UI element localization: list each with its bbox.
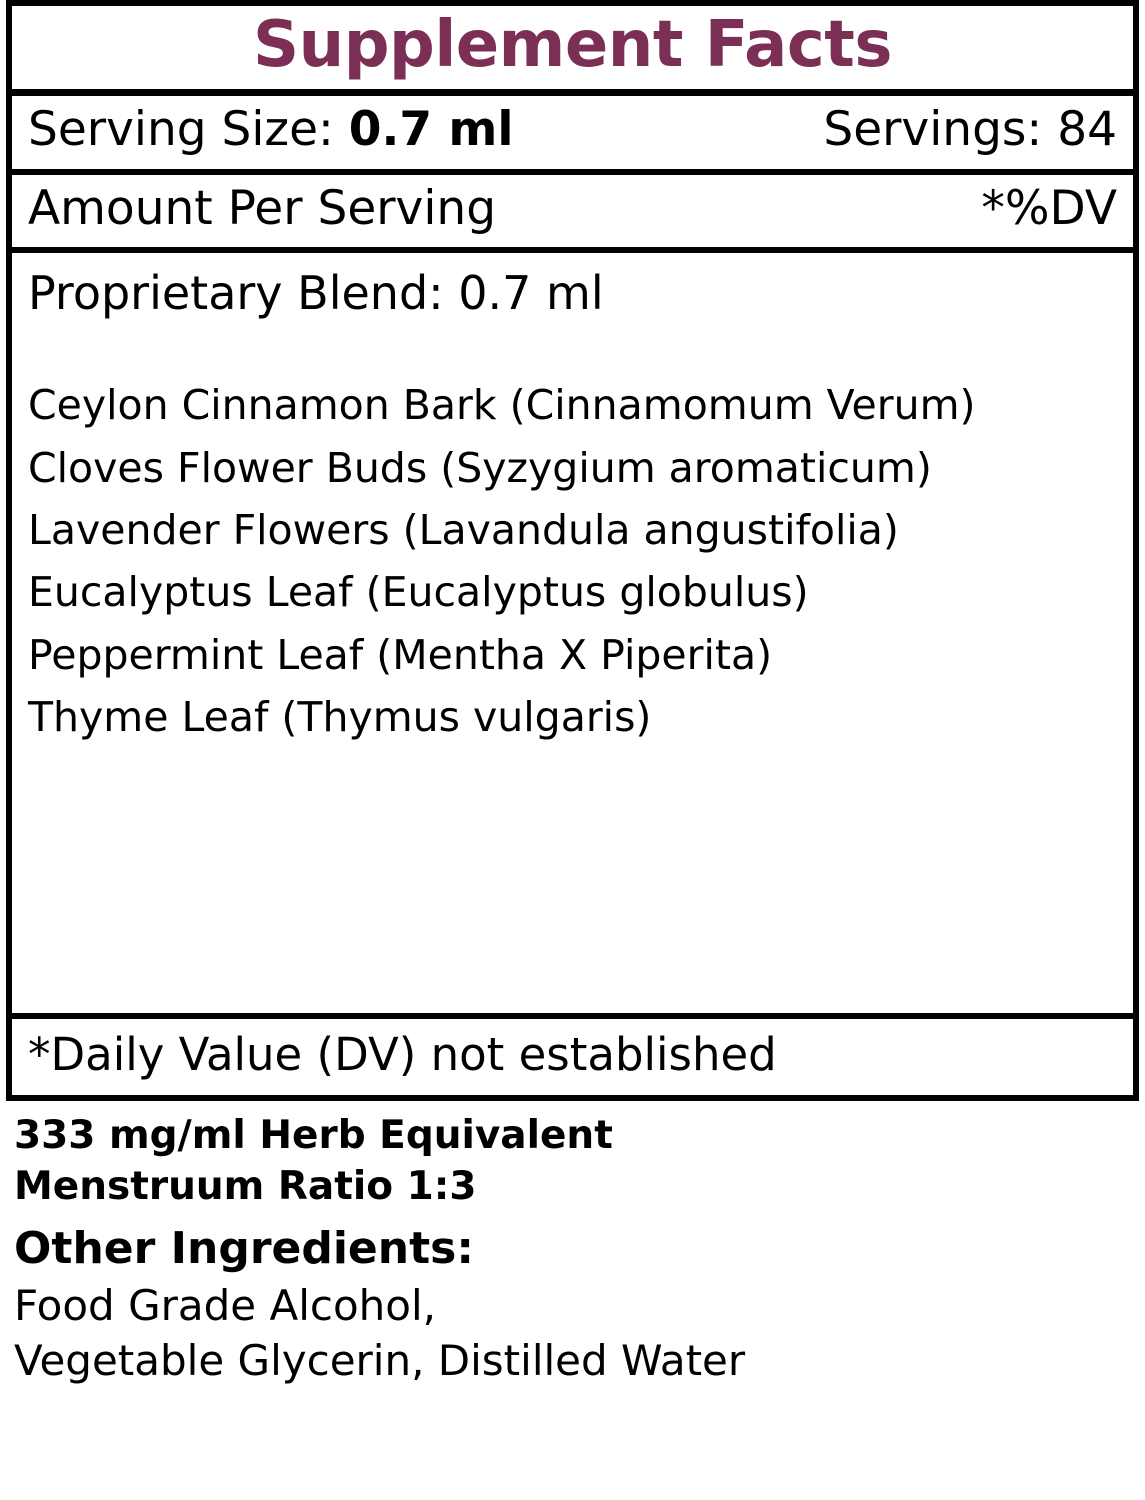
- servings-count: Servings: 84: [823, 102, 1117, 158]
- menstruum-ratio: Menstruum Ratio 1:3: [14, 1163, 477, 1209]
- divider-below-title: [12, 89, 1133, 96]
- daily-value-footnote: *Daily Value (DV) not established: [28, 1027, 777, 1081]
- herb-equivalent: 333 mg/ml Herb Equivalent: [14, 1113, 613, 1159]
- other-ingredients-line-2: Vegetable Glycerin, Distilled Water: [14, 1336, 746, 1386]
- ingredient-list: [28, 374, 1117, 748]
- list-item: Ceylon Cinnamon Bark (Cinnamomum Verum): [28, 381, 976, 430]
- serving-size-value: 0.7 ml: [348, 102, 514, 158]
- other-ingredients-line-1: Food Grade Alcohol,: [14, 1280, 436, 1330]
- list-item: Thyme Leaf (Thymus vulgaris): [28, 693, 652, 742]
- serving-size-label: Serving Size:: [28, 102, 334, 158]
- serving-size: [28, 102, 514, 158]
- serving-row: [12, 96, 1133, 168]
- daily-value-header: *%DV: [981, 180, 1117, 236]
- proprietary-blend-block: [12, 253, 1133, 1013]
- amount-per-serving-label: Amount Per Serving: [28, 180, 497, 236]
- proprietary-blend-title: Proprietary Blend: 0.7 ml: [28, 265, 604, 320]
- page-title: Supplement Facts: [253, 8, 892, 82]
- below-panel-text: [6, 1101, 1139, 1389]
- list-item: Peppermint Leaf (Mentha X Piperita): [28, 630, 773, 679]
- amount-per-serving-row: [12, 175, 1133, 247]
- list-item: Lavender Flowers (Lavandula angustifolia): [28, 506, 899, 555]
- list-item: Cloves Flower Buds (Syzygium aromaticum): [28, 443, 932, 492]
- supplement-facts-panel: [6, 0, 1139, 1101]
- panel-title-row: [12, 6, 1133, 89]
- other-ingredients-heading: Other Ingredients:: [14, 1222, 474, 1274]
- list-item: Eucalyptus Leaf (Eucalyptus globulus): [28, 568, 809, 617]
